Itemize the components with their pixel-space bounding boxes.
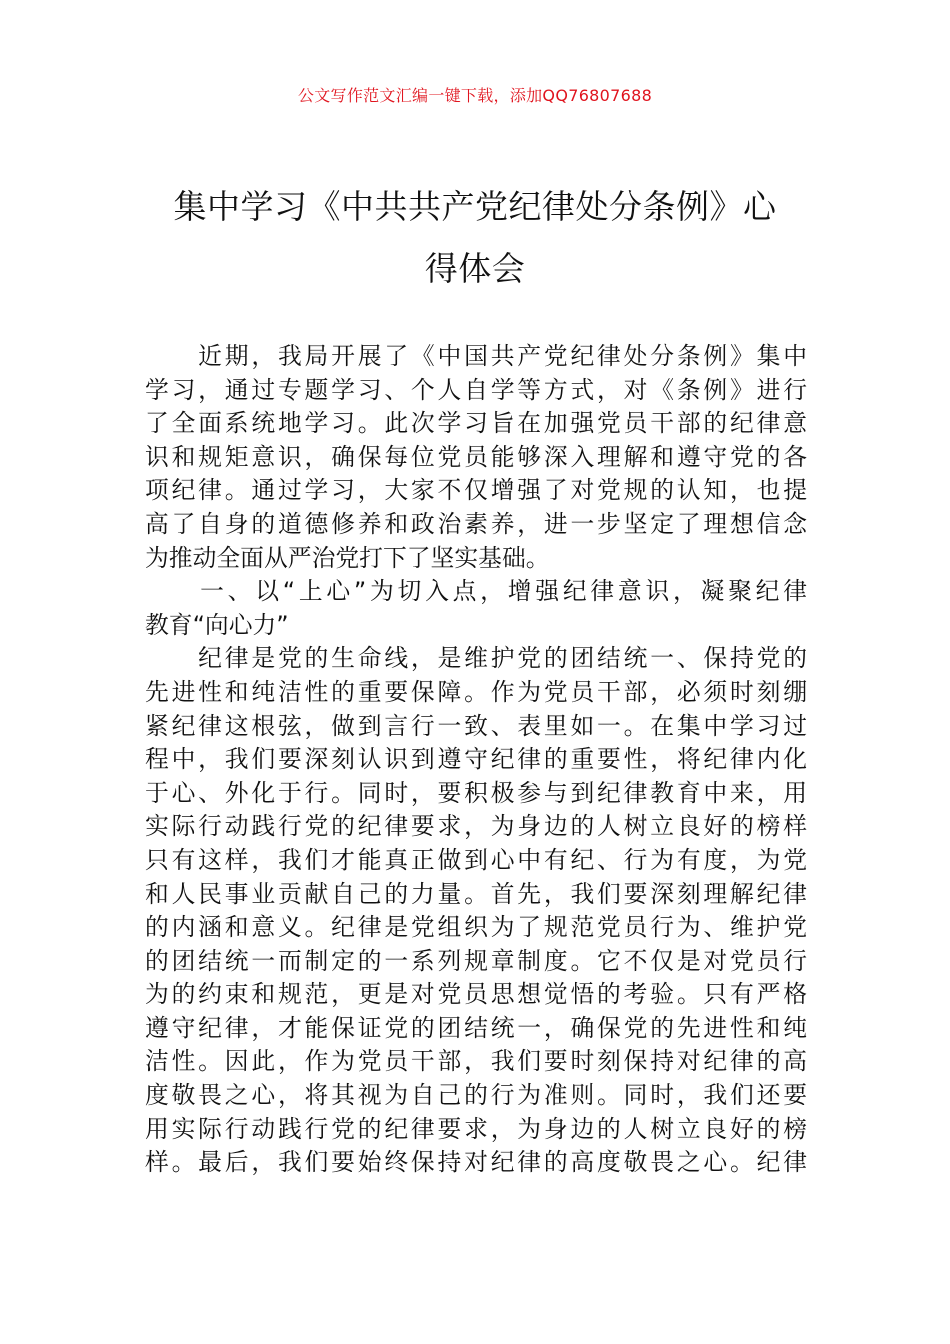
body-line: 了全面系统地学习。此次学习旨在加强党员干部的纪律意 — [145, 409, 807, 438]
body-line: 纪律是党的生命线，是维护党的团结统一、保持党的 — [145, 644, 807, 673]
body-line: 实际行动践行党的纪律要求，为身边的人树立良好的榜样 — [145, 812, 807, 841]
body-line: 学习，通过专题学习、个人自学等方式，对《条例》进行 — [145, 375, 807, 404]
section-heading-line: 一、以“上心”为切入点，增强纪律意识，凝聚纪律 — [145, 577, 807, 606]
body-line: 近期，我局开展了《中国共产党纪律处分条例》集中 — [145, 342, 807, 370]
body-line: 样。最后，我们要始终保持对纪律的高度敬畏之心。纪律 — [145, 1148, 807, 1177]
document-title — [140, 176, 810, 300]
document-body — [145, 340, 807, 1180]
body-line: 于心、外化于行。同时，要积极参与到纪律教育中来，用 — [145, 778, 807, 807]
download-banner: 公文写作范文汇编一键下载，添加QQ76807688 — [297, 86, 653, 105]
body-line: 为的约束和规范，更是对党员思想觉悟的考验。只有严格 — [145, 980, 807, 1009]
body-line: 为推动全面从严治党打下了坚实基础。 — [145, 543, 550, 572]
body-line: 度敬畏之心，将其视为自己的行为准则。同时，我们还要 — [145, 1081, 807, 1110]
body-line: 高了自身的道德修养和政治素养，进一步坚定了理想信念 — [145, 509, 807, 538]
section-heading-line: 教育“向心力” — [145, 610, 289, 639]
body-line: 识和规矩意识，确保每位党员能够深入理解和遵守党的各 — [145, 442, 807, 471]
body-line: 的团结统一而制定的一系列规章制度。它不仅是对党员行 — [145, 946, 807, 975]
body-line: 用实际行动践行党的纪律要求，为身边的人树立良好的榜 — [145, 1114, 807, 1143]
body-line: 的内涵和意义。纪律是党组织为了规范党员行为、维护党 — [145, 913, 807, 942]
body-line: 洁性。因此，作为党员干部，我们要时刻保持对纪律的高 — [145, 1047, 807, 1076]
body-line: 项纪律。通过学习，大家不仅增强了对党规的认知，也提 — [145, 476, 807, 505]
title-line: 得体会 — [424, 249, 526, 288]
body-line: 和人民事业贡献自己的力量。首先，我们要深刻理解纪律 — [145, 879, 807, 908]
body-line: 只有这样，我们才能真正做到心中有纪、行为有度，为党 — [145, 845, 807, 874]
body-line: 紧纪律这根弦，做到言行一致、表里如一。在集中学习过 — [145, 711, 807, 740]
body-line: 遵守纪律，才能保证党的团结统一，确保党的先进性和纯 — [145, 1013, 807, 1042]
title-line: 集中学习《中共共产党纪律处分条例》心 — [173, 187, 777, 226]
body-line: 程中，我们要深刻认识到遵守纪律的重要性，将纪律内化 — [145, 745, 807, 774]
body-line: 先进性和纯洁性的重要保障。作为党员干部，必须时刻绷 — [145, 677, 807, 706]
